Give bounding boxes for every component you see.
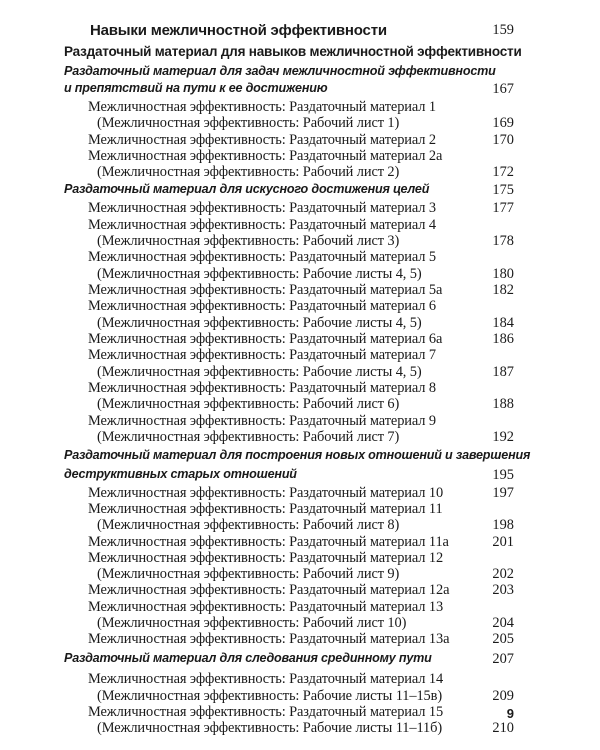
- toc-entry-page: 207: [492, 651, 514, 667]
- toc-entry-page: 195: [492, 467, 514, 483]
- toc-entry-title: Межличностная эффективность: Раздаточный материал 11: [88, 501, 443, 517]
- toc-entry-page: 172: [492, 164, 514, 180]
- toc-entry-title: Межличностная эффективность: Раздаточный материал 2: [88, 132, 436, 148]
- toc-entry-title: и препятствий на пути к ее достижению: [64, 81, 328, 95]
- toc-entry-title: Межличностная эффективность: Раздаточный материал 15: [88, 704, 444, 720]
- toc-entry-page: 186: [492, 331, 514, 347]
- toc-entry-title: (Межличностная эффективность: Рабочие листы 4, 5): [97, 315, 422, 331]
- toc-entry-page: 205: [492, 631, 514, 647]
- toc-entry-page: 180: [492, 266, 514, 282]
- toc-entry-title: Межличностная эффективность: Раздаточный материал 13: [88, 599, 444, 615]
- toc-entry-title: Межличностная эффективность: Раздаточный материал 2а: [88, 148, 443, 164]
- toc-entry-page: 187: [492, 364, 514, 380]
- toc-entry-title: Межличностная эффективность: Раздаточный материал 5а: [88, 282, 443, 298]
- toc-entry-page: 182: [492, 282, 514, 298]
- toc-entry-title: (Межличностная эффективность: Рабочие листы 4, 5): [97, 364, 422, 380]
- toc-entry-title: Раздаточный материал для навыков межличностной эффективности: [64, 44, 522, 59]
- toc-entry-page: 192: [492, 429, 514, 445]
- toc-entry-page: 201: [492, 534, 514, 550]
- toc-entry-page: 197: [492, 485, 514, 501]
- toc-entry-title: Межличностная эффективность: Раздаточный материал 14: [88, 671, 444, 687]
- toc-entry-page: 178: [492, 233, 514, 249]
- page-number: 9: [506, 706, 514, 721]
- toc-entry-title: Навыки межличностной эффективности: [90, 22, 387, 39]
- toc-entry-title: Межличностная эффективность: Раздаточный материал 1: [88, 99, 436, 115]
- toc-entry-page: 159: [492, 22, 514, 38]
- toc-entry-title: (Межличностная эффективность: Рабочий лист 6): [97, 396, 400, 412]
- toc-entry-page: 175: [492, 182, 514, 198]
- toc-entry-title: Раздаточный материал для построения новых отношений и завершения: [64, 448, 531, 462]
- toc-entry-title: Межличностная эффективность: Раздаточный материал 9: [88, 413, 436, 429]
- toc-entry-title: (Межличностная эффективность: Рабочие листы 4, 5): [97, 266, 422, 282]
- toc-entry-page: 170: [492, 132, 514, 148]
- toc-entry-page: 210: [492, 720, 514, 736]
- toc-entry-title: Межличностная эффективность: Раздаточный материал 10: [88, 485, 444, 501]
- toc-entry-page: 209: [492, 688, 514, 704]
- toc-entry-page: 204: [492, 615, 514, 631]
- toc-entry-page: 198: [492, 517, 514, 533]
- toc-entry-title: (Межличностная эффективность: Рабочий лист 10): [97, 615, 407, 631]
- toc-entry-title: (Межличностная эффективность: Рабочий лист 8): [97, 517, 400, 533]
- toc-entry-title: Межличностная эффективность: Раздаточный материал 4: [88, 217, 436, 233]
- toc-entry-page: 169: [492, 115, 514, 131]
- toc-entry-page: 167: [492, 81, 514, 97]
- toc-entry-page: 202: [492, 566, 514, 582]
- toc-entry-title: Межличностная эффективность: Раздаточный материал 6: [88, 298, 436, 314]
- toc-entry-title: Межличностная эффективность: Раздаточный материал 12а: [88, 582, 450, 598]
- toc-entry-title: Межличностная эффективность: Раздаточный материал 13а: [88, 631, 450, 647]
- toc-entry-title: Раздаточный материал для искусного достижения целей: [64, 182, 430, 196]
- toc-entry-title: (Межличностная эффективность: Рабочий лист 7): [97, 429, 400, 445]
- toc-entry-title: Межличностная эффективность: Раздаточный материал 11а: [88, 534, 449, 550]
- toc-entry-title: Межличностная эффективность: Раздаточный материал 12: [88, 550, 444, 566]
- toc-entry-page: 188: [492, 396, 514, 412]
- toc-entry-title: Межличностная эффективность: Раздаточный материал 7: [88, 347, 436, 363]
- toc-entry-page: 184: [492, 315, 514, 331]
- toc-entry-title: Межличностная эффективность: Раздаточный материал 8: [88, 380, 436, 396]
- toc-entry-title: Раздаточный материал для задач межличностной эффективности: [64, 64, 496, 78]
- toc-entry-title: (Межличностная эффективность: Рабочий лист 1): [97, 115, 400, 131]
- toc-entry-title: (Межличностная эффективность: Рабочие листы 11–11б): [97, 720, 443, 736]
- toc-entry-title: Раздаточный материал для следования срединному пути: [64, 651, 432, 665]
- toc-entry-title: Межличностная эффективность: Раздаточный материал 6а: [88, 331, 443, 347]
- toc-entry-title: (Межличностная эффективность: Рабочий лист 2): [97, 164, 400, 180]
- toc-entry-title: Межличностная эффективность: Раздаточный материал 3: [88, 200, 436, 216]
- toc-entry-title: деструктивных старых отношений: [64, 467, 297, 481]
- toc-entry-title: Межличностная эффективность: Раздаточный материал 5: [88, 249, 436, 265]
- toc-entry-title: (Межличностная эффективность: Рабочий лист 3): [97, 233, 400, 249]
- toc-entry-page: 203: [492, 582, 514, 598]
- toc-entry-title: (Межличностная эффективность: Рабочий лист 9): [97, 566, 400, 582]
- toc-entry-title: (Межличностная эффективность: Рабочие листы 11–15в): [97, 688, 443, 704]
- toc-entry-page: 177: [492, 200, 514, 216]
